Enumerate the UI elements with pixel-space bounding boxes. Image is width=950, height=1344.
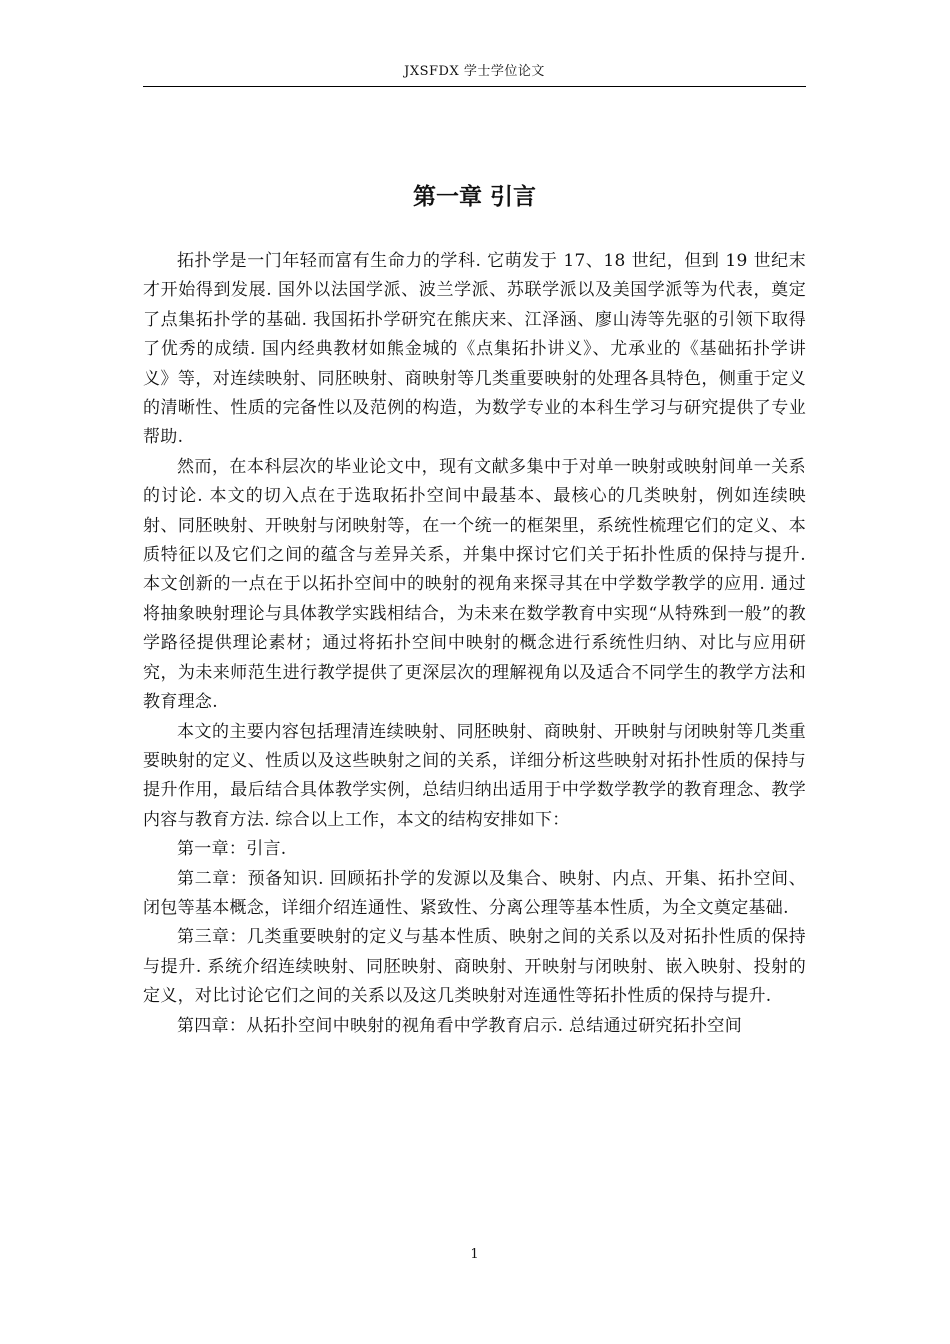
- paragraph-motivation: 然而，在本科层次的毕业论文中，现有文献多集中于对单一映射或映射间单一关系的讨论. 本文的切入点在于选取拓扑空间中最基本、最核心的几类映射，例如连续映射、同胚映射、开映射与闭映射等，在一个统一的框架里，系统性梳理它们的定义、本质特征以及它们之间的蕴含与差异关系，并集中探讨它们关于拓扑性质的保持与提升. 本文创新的一点在于以拓扑空间中的映射的视角来探寻其在中学数学教学的应用. 通过将抽象映射理论与具体教学实践相结合，为未来在数学教育中实现“从特殊到一般”的教学路径提供理论素材；通过将拓扑空间中映射的概念进行系统性归纳、对比与应用研究，为未来师范生进行教学提供了更深层次的理解视角以及适合不同学生的教学方法和教育理念.: [143, 456, 806, 713]
- paragraph-chapter-1: 第一章：引言.: [177, 839, 287, 860]
- paragraph-chapter-4: 第四章：从拓扑空间中映射的视角看中学教育启示. 总结通过研究拓扑空间: [177, 1015, 743, 1036]
- paragraph-intro: 拓扑学是一门年轻而富有生命力的学科. 它萌发于 17、18 世纪，但到 19 世纪末才开始得到发展. 国外以法国学派、波兰学派、苏联学派以及美国学派等为代表，奠定了点集拓扑学的基础. 我国拓扑学研究在熊庆来、江泽涵、廖山涛等先驱的引领下取得了优秀的成绩. 国内经典教材如熊金城的《点集拓扑讲义》、尤承业的《基础拓扑学讲义》等，对连续映射、同胚映射、商映射等几类重要映射的处理各具特色，侧重于定义的清晰性、性质的完备性以及范例的构造，为数学专业的本科生学习与研究提供了专业帮助.: [143, 251, 806, 448]
- chapter-title: 第一章 引言: [412, 184, 536, 210]
- paragraph-contents: 本文的主要内容包括理清连续映射、同胚映射、商映射、开映射与闭映射等几类重要映射的定义、性质以及这些映射之间的关系，详细分析这些映射对拓扑性质的保持与提升作用，最后结合具体教学实例，总结归纳出适用于中学数学教学的教育理念、教学内容与教育方法. 综合以上工作，本文的结构安排如下：: [143, 721, 806, 830]
- paragraph-chapter-3: 第三章：几类重要映射的定义与基本性质、映射之间的关系以及对拓扑性质的保持与提升. 系统介绍连续映射、同胚映射、商映射、开映射与闭映射、嵌入映射、投射的定义，对比讨论它们之间的关系以及这几类映射对连通性等拓扑性质的保持与提升.: [143, 927, 806, 1007]
- paragraph-chapter-2: 第二章：预备知识. 回顾拓扑学的发源以及集合、映射、内点、开集、拓扑空间、闭包等基本概念，详细介绍连通性、紧致性、分离公理等基本性质，为全文奠定基础.: [143, 868, 806, 918]
- header-rule: [143, 86, 806, 87]
- body-text: [143, 247, 806, 1041]
- page-number: 1: [470, 1247, 479, 1262]
- running-header: JXSFDX 学士学位论文: [404, 64, 545, 79]
